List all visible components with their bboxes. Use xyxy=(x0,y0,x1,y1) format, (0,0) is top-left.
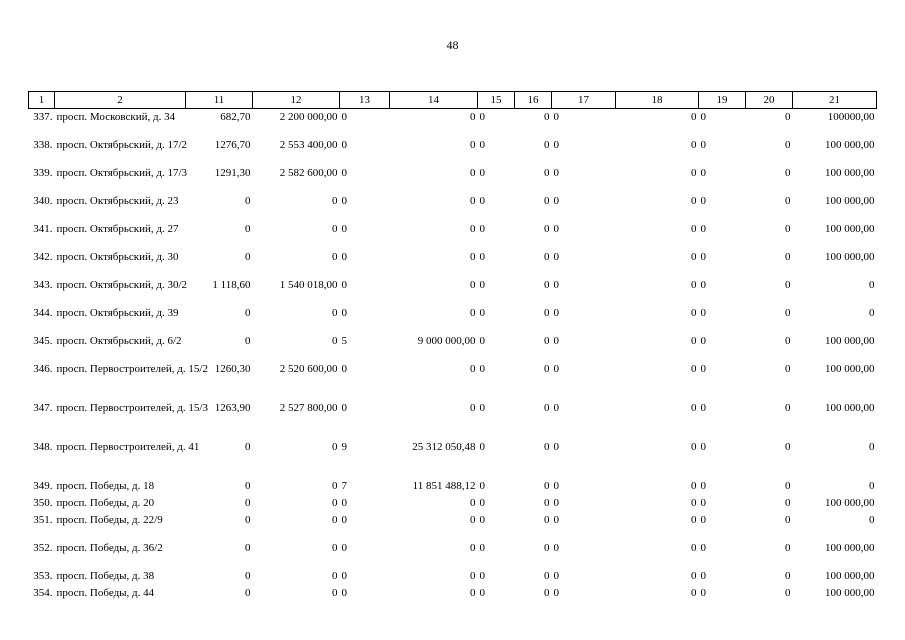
value-cell: 25 312 050,48 xyxy=(412,440,476,453)
value-cell: 0 xyxy=(544,440,550,453)
value-cell: 0 xyxy=(544,306,550,319)
value-cell: 0 xyxy=(332,496,338,509)
value-cell: 0 xyxy=(869,513,875,526)
value-cell: 0 xyxy=(553,222,559,235)
column-header: 19 xyxy=(699,92,746,109)
value-cell: 0 xyxy=(691,166,697,179)
value-cell: 0 xyxy=(245,586,251,599)
table-row xyxy=(29,512,877,540)
address-cell: просп. Московский, д. 34 xyxy=(56,111,176,123)
row-number-cell: 353. xyxy=(33,569,53,582)
value-cell: 0 xyxy=(785,479,791,492)
value-cell: 100 000,00 xyxy=(825,222,875,235)
address-cell: просп. Октябрьский, д. 23 xyxy=(56,194,179,207)
value-cell: 1260,30 xyxy=(214,362,251,375)
value-cell: 0 xyxy=(553,334,559,347)
value-cell: 0 xyxy=(245,513,251,526)
value-cell: 2 200 000,00 xyxy=(279,111,338,123)
value-cell: 0 xyxy=(479,194,485,207)
value-cell: 0 xyxy=(785,138,791,151)
value-cell: 0 xyxy=(341,513,347,526)
value-cell: 1263,90 xyxy=(214,401,251,414)
value-cell: 0 xyxy=(470,306,476,319)
value-cell: 0 xyxy=(245,496,251,509)
column-header: 21 xyxy=(793,92,877,109)
column-header: 16 xyxy=(515,92,552,109)
value-cell: 0 xyxy=(700,362,706,375)
value-cell: 0 xyxy=(544,496,550,509)
value-cell: 100 000,00 xyxy=(825,166,875,179)
value-cell: 0 xyxy=(479,166,485,179)
address-cell: просп. Победы, д. 18 xyxy=(56,479,155,492)
value-cell: 0 xyxy=(479,250,485,263)
value-cell: 0 xyxy=(691,194,697,207)
value-cell: 0 xyxy=(470,278,476,291)
address-cell: просп. Первостроителей, д. 41 xyxy=(56,440,200,453)
value-cell: 1 540 018,00 xyxy=(279,278,338,291)
value-cell: 7 xyxy=(341,479,347,492)
value-cell: 0 xyxy=(691,479,697,492)
value-cell: 0 xyxy=(479,362,485,375)
value-cell: 0 xyxy=(691,278,697,291)
value-cell: 0 xyxy=(245,334,251,347)
value-cell: 0 xyxy=(544,222,550,235)
page-number: 48 xyxy=(446,38,459,52)
value-cell: 1276,70 xyxy=(214,138,251,151)
value-cell: 0 xyxy=(544,479,550,492)
value-cell: 0 xyxy=(785,586,791,599)
value-cell: 0 xyxy=(470,496,476,509)
value-cell: 0 xyxy=(691,306,697,319)
value-cell: 0 xyxy=(869,278,875,291)
row-number-cell: 344. xyxy=(33,306,53,319)
value-cell: 0 xyxy=(479,496,485,509)
value-cell: 0 xyxy=(553,541,559,554)
value-cell: 100 000,00 xyxy=(825,138,875,151)
value-cell: 0 xyxy=(785,222,791,235)
address-cell: просп. Октябрьский, д. 17/3 xyxy=(56,166,188,179)
value-cell: 0 xyxy=(700,440,706,453)
address-cell: просп. Первостроителей, д. 15/2 xyxy=(56,362,208,375)
value-cell: 11 851 488,12 xyxy=(412,479,476,492)
value-cell: 0 xyxy=(700,250,706,263)
value-cell: 0 xyxy=(691,138,697,151)
value-cell: 0 xyxy=(700,496,706,509)
row-number-cell: 341. xyxy=(33,222,53,235)
value-cell: 0 xyxy=(470,250,476,263)
table-row xyxy=(29,478,877,495)
value-cell: 0 xyxy=(332,479,338,492)
value-cell: 0 xyxy=(341,111,347,123)
value-cell: 0 xyxy=(700,513,706,526)
column-header: 15 xyxy=(478,92,515,109)
value-cell: 100000,00 xyxy=(827,111,875,123)
table-row xyxy=(29,249,877,277)
column-header: 18 xyxy=(616,92,699,109)
value-cell: 0 xyxy=(332,569,338,582)
value-cell: 0 xyxy=(785,194,791,207)
value-cell: 0 xyxy=(332,306,338,319)
value-cell: 0 xyxy=(691,250,697,263)
address-cell: просп. Победы, д. 38 xyxy=(56,569,155,582)
value-cell: 0 xyxy=(544,194,550,207)
table-row xyxy=(29,277,877,305)
value-cell: 0 xyxy=(341,194,347,207)
value-cell: 0 xyxy=(341,278,347,291)
row-number-cell: 338. xyxy=(33,138,53,151)
row-number-cell: 343. xyxy=(33,278,53,291)
value-cell: 0 xyxy=(332,250,338,263)
value-cell: 0 xyxy=(869,306,875,319)
address-cell: просп. Победы, д. 22/9 xyxy=(56,513,163,526)
value-cell: 0 xyxy=(544,166,550,179)
value-cell: 0 xyxy=(544,401,550,414)
address-cell: просп. Октябрьский, д. 30/2 xyxy=(56,278,188,291)
table-row xyxy=(29,585,877,602)
value-cell: 0 xyxy=(245,222,251,235)
value-cell: 100 000,00 xyxy=(825,496,875,509)
column-header: 11 xyxy=(186,92,253,109)
value-cell: 0 xyxy=(332,194,338,207)
value-cell: 0 xyxy=(544,569,550,582)
table-row xyxy=(29,568,877,585)
value-cell: 0 xyxy=(341,401,347,414)
address-cell: просп. Первостроителей, д. 15/3 xyxy=(56,401,208,414)
value-cell: 0 xyxy=(700,138,706,151)
column-header: 13 xyxy=(340,92,390,109)
value-cell: 0 xyxy=(470,569,476,582)
value-cell: 0 xyxy=(785,166,791,179)
value-cell: 0 xyxy=(470,222,476,235)
table-body xyxy=(29,109,877,602)
address-cell: просп. Октябрьский, д. 17/2 xyxy=(56,138,188,151)
table-row xyxy=(29,400,877,439)
value-cell: 0 xyxy=(553,479,559,492)
value-cell: 0 xyxy=(785,496,791,509)
table-row xyxy=(29,137,877,165)
value-cell: 0 xyxy=(553,586,559,599)
value-cell: 0 xyxy=(341,569,347,582)
value-cell: 0 xyxy=(479,440,485,453)
value-cell: 0 xyxy=(470,166,476,179)
value-cell: 0 xyxy=(785,569,791,582)
column-header: 17 xyxy=(552,92,616,109)
address-cell: просп. Октябрьский, д. 30 xyxy=(56,250,179,263)
value-cell: 0 xyxy=(544,111,550,123)
value-cell: 0 xyxy=(553,278,559,291)
table-row xyxy=(29,165,877,193)
value-cell: 0 xyxy=(869,479,875,492)
row-number-cell: 350. xyxy=(33,496,53,509)
value-cell: 682,70 xyxy=(220,111,251,123)
value-cell: 100 000,00 xyxy=(825,401,875,414)
value-cell: 100 000,00 xyxy=(825,362,875,375)
value-cell: 0 xyxy=(544,278,550,291)
value-cell: 0 xyxy=(332,513,338,526)
address-cell: просп. Победы, д. 44 xyxy=(56,586,155,599)
value-cell: 0 xyxy=(700,401,706,414)
value-cell: 0 xyxy=(700,222,706,235)
value-cell: 0 xyxy=(470,401,476,414)
table-row xyxy=(29,361,877,400)
value-cell: 0 xyxy=(341,222,347,235)
column-header: 14 xyxy=(390,92,478,109)
value-cell: 0 xyxy=(700,111,706,123)
value-cell: 0 xyxy=(341,496,347,509)
value-cell: 0 xyxy=(553,496,559,509)
value-cell: 0 xyxy=(785,513,791,526)
value-cell: 0 xyxy=(245,250,251,263)
value-cell: 0 xyxy=(332,541,338,554)
value-cell: 0 xyxy=(245,569,251,582)
value-cell: 0 xyxy=(691,586,697,599)
value-cell: 1 118,60 xyxy=(212,278,251,291)
value-cell: 0 xyxy=(691,541,697,554)
row-number-cell: 352. xyxy=(33,541,53,554)
value-cell: 0 xyxy=(691,334,697,347)
value-cell: 0 xyxy=(544,138,550,151)
address-cell: просп. Победы, д. 36/2 xyxy=(56,541,163,554)
value-cell: 0 xyxy=(470,513,476,526)
value-cell: 0 xyxy=(479,479,485,492)
table-row xyxy=(29,305,877,333)
value-cell: 0 xyxy=(479,513,485,526)
value-cell: 0 xyxy=(245,541,251,554)
value-cell: 0 xyxy=(700,479,706,492)
row-number-cell: 349. xyxy=(33,479,53,492)
value-cell: 0 xyxy=(785,362,791,375)
table-row xyxy=(29,333,877,361)
value-cell: 0 xyxy=(553,440,559,453)
table-row xyxy=(29,109,877,137)
value-cell: 0 xyxy=(544,362,550,375)
row-number-cell: 351. xyxy=(33,513,53,526)
value-cell: 0 xyxy=(553,111,559,123)
value-cell: 0 xyxy=(470,111,476,123)
table-row xyxy=(29,221,877,249)
address-cell: просп. Победы, д. 20 xyxy=(56,496,155,509)
value-cell: 0 xyxy=(470,586,476,599)
value-cell: 0 xyxy=(785,541,791,554)
value-cell: 0 xyxy=(700,586,706,599)
value-cell: 0 xyxy=(691,569,697,582)
value-cell: 9 xyxy=(341,440,347,453)
value-cell: 9 000 000,00 xyxy=(417,334,476,347)
value-cell: 0 xyxy=(785,278,791,291)
value-cell: 0 xyxy=(245,479,251,492)
value-cell: 0 xyxy=(341,362,347,375)
value-cell: 0 xyxy=(553,194,559,207)
value-cell: 2 582 600,00 xyxy=(279,166,338,179)
row-number-cell: 345. xyxy=(33,334,53,347)
value-cell: 0 xyxy=(479,222,485,235)
value-cell: 0 xyxy=(470,194,476,207)
value-cell: 0 xyxy=(341,250,347,263)
value-cell: 100 000,00 xyxy=(825,541,875,554)
value-cell: 0 xyxy=(691,496,697,509)
value-cell: 5 xyxy=(341,334,347,347)
value-cell: 0 xyxy=(785,250,791,263)
value-cell: 100 000,00 xyxy=(825,250,875,263)
table-row xyxy=(29,495,877,512)
value-cell: 0 xyxy=(544,586,550,599)
value-cell: 0 xyxy=(869,440,875,453)
value-cell: 0 xyxy=(553,138,559,151)
row-number-cell: 340. xyxy=(33,194,53,207)
value-cell: 0 xyxy=(785,306,791,319)
value-cell: 0 xyxy=(700,334,706,347)
value-cell: 0 xyxy=(691,111,697,123)
table-row xyxy=(29,193,877,221)
table-row xyxy=(29,439,877,478)
row-number-cell: 348. xyxy=(33,440,53,453)
row-number-cell: 342. xyxy=(33,250,53,263)
address-cell: просп. Октябрьский, д. 39 xyxy=(56,306,179,319)
row-number-cell: 346. xyxy=(33,362,53,375)
value-cell: 0 xyxy=(341,541,347,554)
table-row xyxy=(29,540,877,568)
value-cell: 0 xyxy=(245,194,251,207)
value-cell: 0 xyxy=(341,586,347,599)
value-cell: 100 000,00 xyxy=(825,569,875,582)
value-cell: 2 520 600,00 xyxy=(279,362,338,375)
value-cell: 0 xyxy=(785,111,791,123)
value-cell: 0 xyxy=(691,401,697,414)
row-number-cell: 354. xyxy=(33,586,53,599)
value-cell: 0 xyxy=(700,569,706,582)
value-cell: 100 000,00 xyxy=(825,194,875,207)
value-cell: 0 xyxy=(479,278,485,291)
value-cell: 0 xyxy=(245,440,251,453)
value-cell: 0 xyxy=(479,306,485,319)
value-cell: 0 xyxy=(332,334,338,347)
value-cell: 0 xyxy=(479,334,485,347)
value-cell: 0 xyxy=(553,306,559,319)
value-cell: 0 xyxy=(245,306,251,319)
value-cell: 0 xyxy=(341,166,347,179)
column-header: 20 xyxy=(746,92,793,109)
value-cell: 0 xyxy=(470,541,476,554)
column-header: 12 xyxy=(253,92,340,109)
value-cell: 0 xyxy=(470,138,476,151)
value-cell: 0 xyxy=(544,250,550,263)
value-cell: 0 xyxy=(553,166,559,179)
value-cell: 0 xyxy=(332,586,338,599)
value-cell: 0 xyxy=(479,586,485,599)
value-cell: 0 xyxy=(785,440,791,453)
value-cell: 2 527 800,00 xyxy=(279,401,338,414)
data-table xyxy=(28,91,877,602)
value-cell: 0 xyxy=(691,440,697,453)
value-cell: 0 xyxy=(479,569,485,582)
value-cell: 0 xyxy=(553,513,559,526)
row-number-cell: 339. xyxy=(33,166,53,179)
row-number-cell: 337. xyxy=(33,111,53,123)
value-cell: 0 xyxy=(785,334,791,347)
value-cell: 100 000,00 xyxy=(825,334,875,347)
value-cell: 0 xyxy=(479,111,485,123)
value-cell: 0 xyxy=(785,401,791,414)
value-cell: 0 xyxy=(479,541,485,554)
value-cell: 0 xyxy=(544,541,550,554)
value-cell: 0 xyxy=(553,250,559,263)
value-cell: 0 xyxy=(700,541,706,554)
row-number-cell: 347. xyxy=(33,401,53,414)
address-cell: просп. Октябрьский, д. 27 xyxy=(56,222,179,235)
value-cell: 0 xyxy=(470,362,476,375)
value-cell: 0 xyxy=(700,194,706,207)
address-cell: просп. Октябрьский, д. 6/2 xyxy=(56,334,182,347)
column-header: 1 xyxy=(29,92,55,109)
value-cell: 0 xyxy=(332,222,338,235)
value-cell: 0 xyxy=(553,362,559,375)
value-cell: 100 000,00 xyxy=(825,586,875,599)
value-cell: 1291,30 xyxy=(214,166,251,179)
value-cell: 0 xyxy=(553,569,559,582)
value-cell: 0 xyxy=(332,440,338,453)
value-cell: 0 xyxy=(479,401,485,414)
value-cell: 0 xyxy=(553,401,559,414)
value-cell: 0 xyxy=(700,278,706,291)
value-cell: 0 xyxy=(691,513,697,526)
value-cell: 0 xyxy=(544,513,550,526)
value-cell: 0 xyxy=(691,222,697,235)
table-header-row xyxy=(29,92,877,109)
value-cell: 0 xyxy=(691,362,697,375)
column-header: 2 xyxy=(55,92,186,109)
value-cell: 0 xyxy=(341,138,347,151)
value-cell: 0 xyxy=(700,166,706,179)
value-cell: 0 xyxy=(341,306,347,319)
value-cell: 0 xyxy=(700,306,706,319)
value-cell: 2 553 400,00 xyxy=(279,138,338,151)
value-cell: 0 xyxy=(479,138,485,151)
value-cell: 0 xyxy=(544,334,550,347)
